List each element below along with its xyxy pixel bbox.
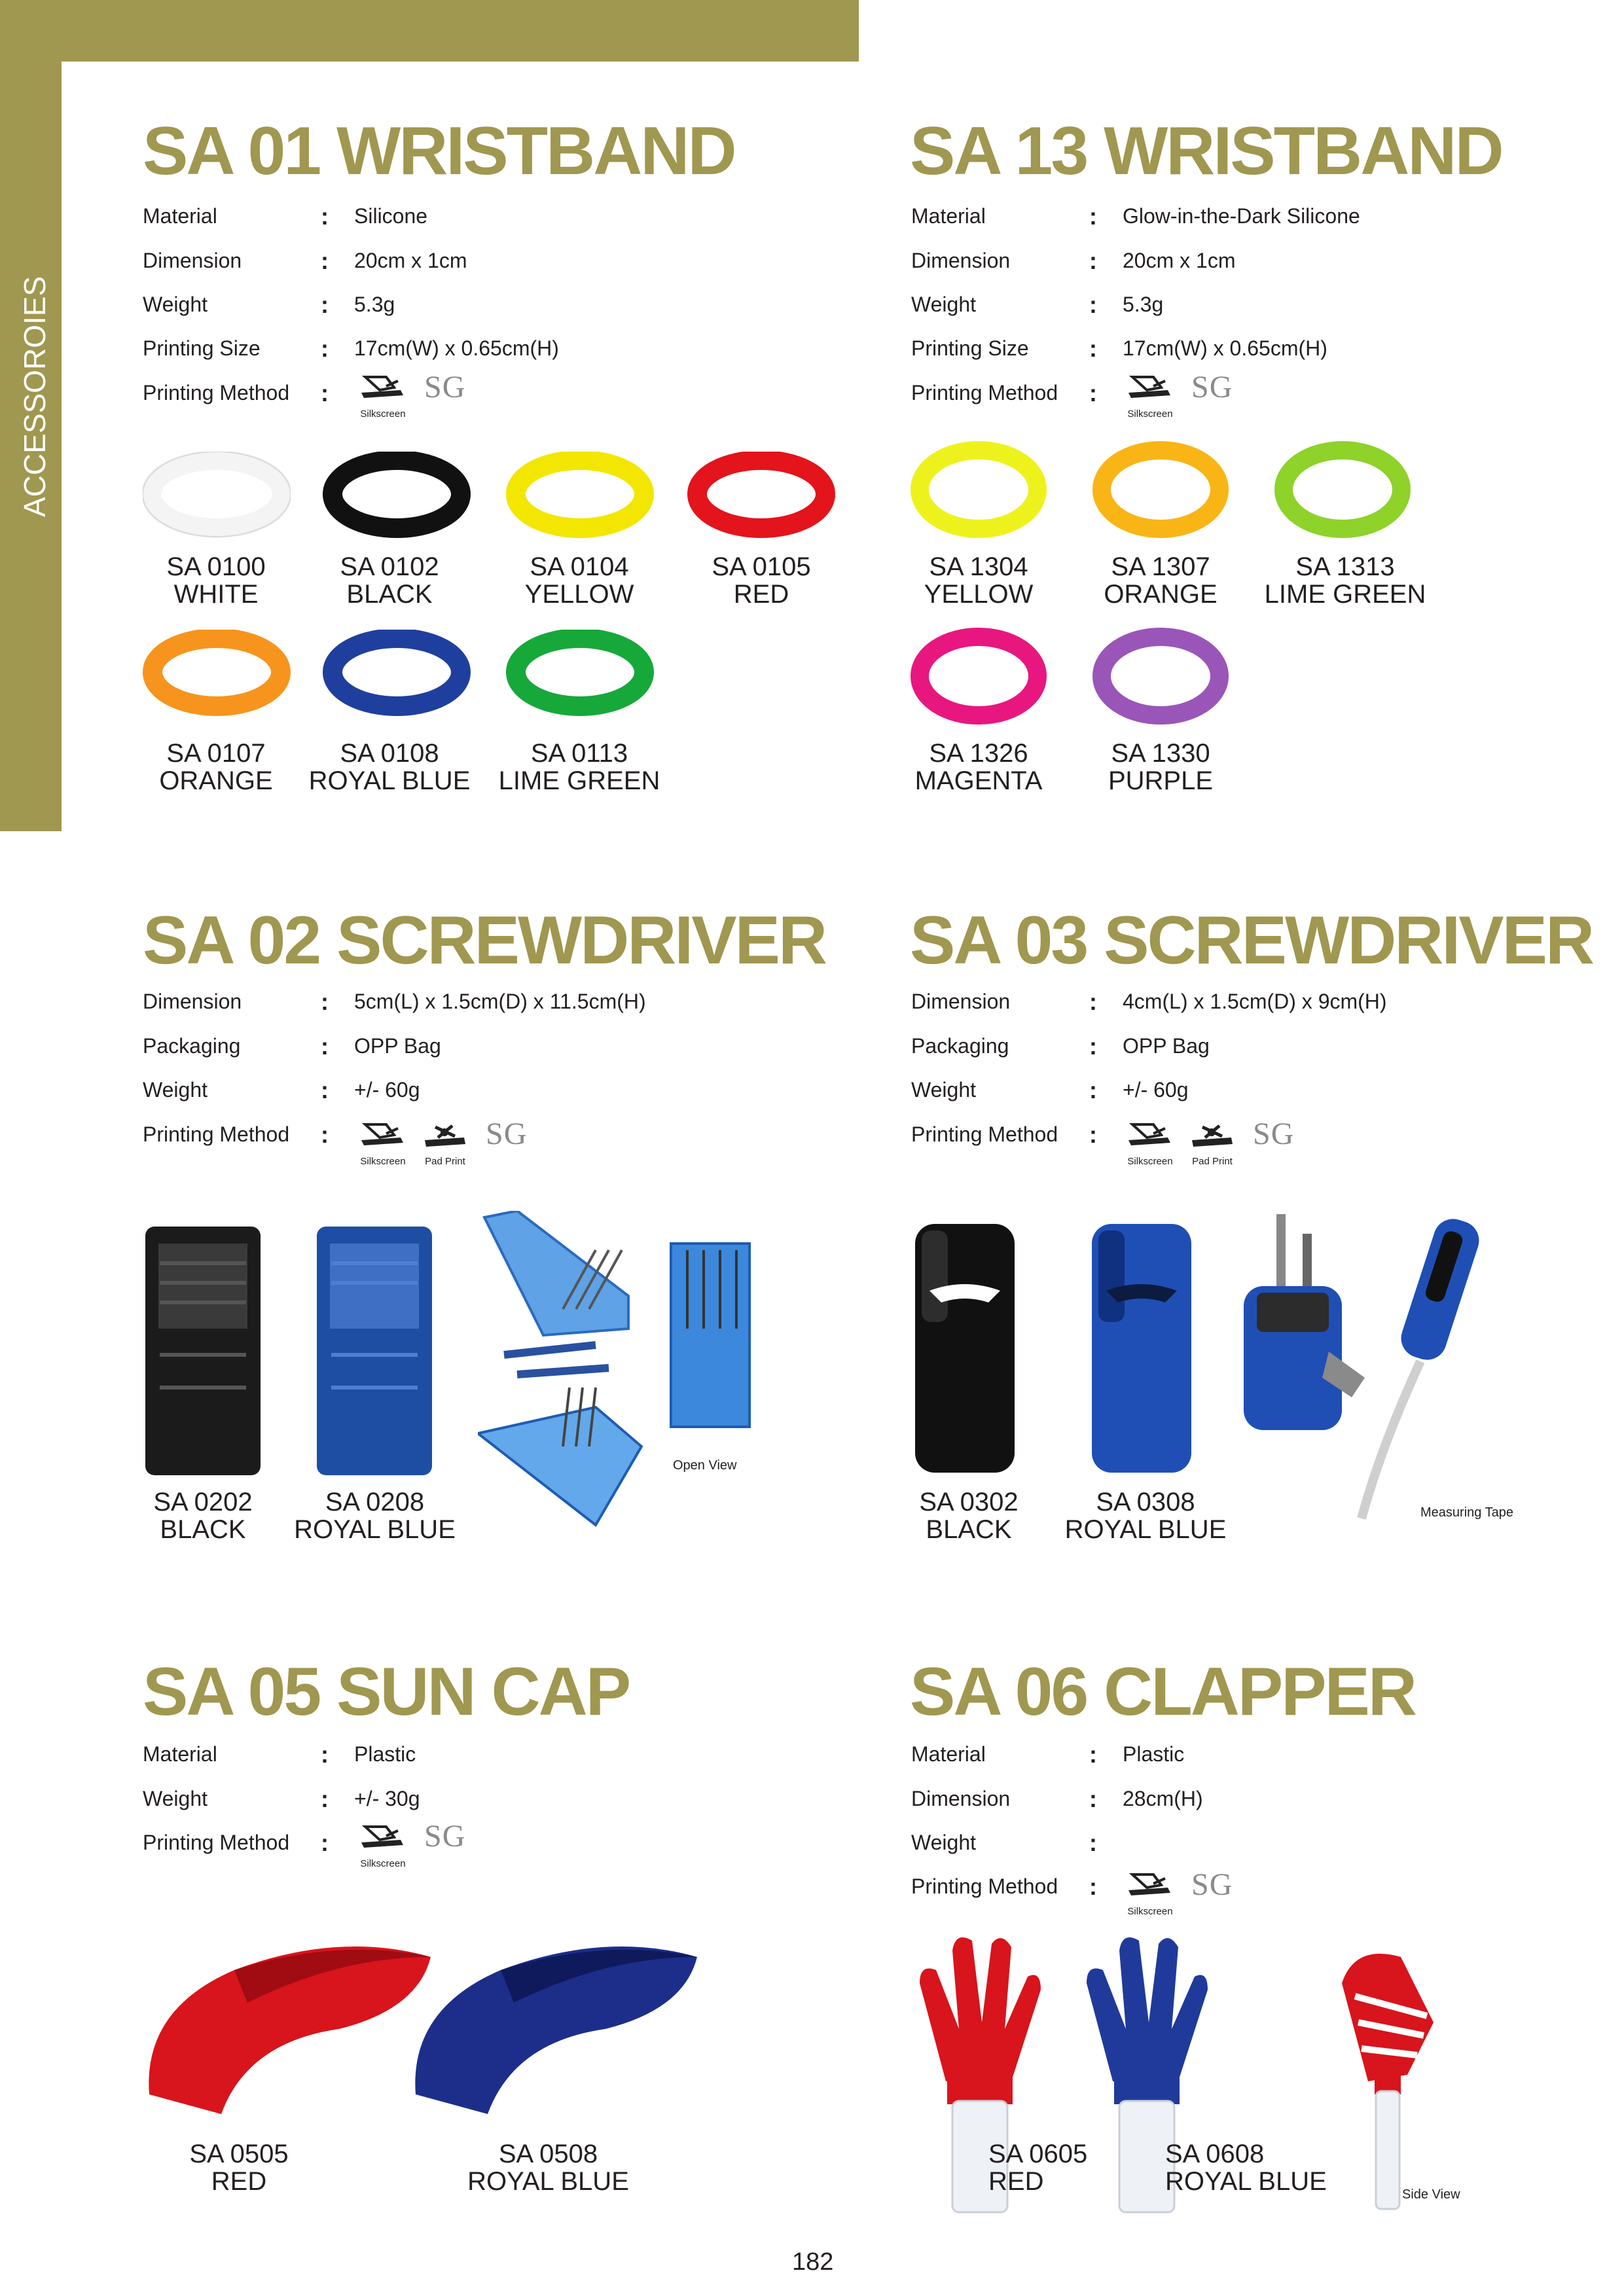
wristband-glow-yellow <box>910 439 1047 543</box>
pad-print-icon <box>1189 1121 1235 1149</box>
spec-label: Dimension <box>911 990 1011 1013</box>
sun-cap-blue <box>409 1931 704 2121</box>
silkscreen-icon <box>1127 1121 1173 1149</box>
product-code <box>458 2140 638 2195</box>
spec-label: Weight <box>143 1078 208 1102</box>
item-color: ROYAL BLUE <box>308 766 471 795</box>
screwdriver-open-views <box>478 1211 759 1532</box>
item-code: SA 1304 <box>929 552 1028 581</box>
screwdriver-case-black <box>143 1224 264 1479</box>
item-code: SA 0100 <box>166 552 266 581</box>
spec-label: Packaging <box>143 1034 241 1058</box>
spec-label: Weight <box>143 293 208 316</box>
item-code: SA 0605 <box>988 2140 1088 2168</box>
spec-value: 5cm(L) x 1.5cm(D) x 11.5cm(H) <box>354 990 646 1013</box>
wristband-yellow <box>506 452 654 550</box>
silkscreen-icon <box>360 373 406 402</box>
method-caption: Silkscreen <box>360 1156 406 1167</box>
pad-print-icon <box>422 1121 468 1149</box>
sidebar-label: ACCESSOROIES <box>18 276 52 517</box>
item-color: RED <box>988 2167 1044 2196</box>
item-color: BLACK <box>160 1515 246 1544</box>
section-title-sa01: SA 01 WRISTBAND <box>143 113 735 189</box>
spec-label: Printing Method <box>911 1874 1058 1898</box>
wristband-glow-purple <box>1092 625 1229 730</box>
wristband-glow-orange <box>1092 439 1229 543</box>
product-code <box>131 1488 275 1543</box>
product-code <box>910 553 1047 608</box>
item-code: SA 0608 <box>1165 2140 1265 2168</box>
spec-value: +/- 60g <box>1123 1078 1189 1102</box>
item-color: LIME GREEN <box>498 766 660 795</box>
sidebar-label-box <box>14 276 52 517</box>
spec-value: 4cm(L) x 1.5cm(D) x 9cm(H) <box>1123 990 1387 1013</box>
spec-colon: : <box>1089 291 1097 318</box>
measuring-tape <box>1355 1217 1512 1525</box>
section-title-sa05: SA 05 SUN CAP <box>143 1654 630 1730</box>
spec-label: Printing Method <box>143 1831 290 1854</box>
item-code: SA 0508 <box>498 2140 598 2168</box>
product-code <box>514 553 645 608</box>
spec-label: Printing Method <box>911 1122 1058 1146</box>
method-caption: Silkscreen <box>360 408 406 420</box>
product-code <box>1165 2140 1348 2195</box>
spec-colon: : <box>321 247 329 274</box>
spec-label: Dimension <box>143 249 242 272</box>
spec-label: Dimension <box>911 249 1011 272</box>
spec-colon: : <box>1089 203 1097 230</box>
spec-colon: : <box>321 335 329 362</box>
spec-label: Material <box>143 204 217 228</box>
product-code <box>903 1488 1034 1543</box>
method-caption: Pad Print <box>1192 1156 1233 1167</box>
spec-colon: : <box>321 1077 329 1103</box>
spec-colon: : <box>321 203 329 230</box>
spec-label: Printing Method <box>911 381 1058 404</box>
item-code: SA 0104 <box>530 552 629 581</box>
sg-mark: SG <box>1191 1867 1233 1902</box>
spec-colon: : <box>1089 380 1097 406</box>
spec-value: 5.3g <box>354 293 395 316</box>
item-code: SA 1326 <box>929 739 1028 768</box>
spec-colon: : <box>1089 247 1097 274</box>
product-code <box>494 740 664 795</box>
spec-colon: : <box>321 380 329 406</box>
screwdriver-blue <box>1087 1217 1198 1479</box>
top-color-bar <box>0 0 859 62</box>
item-color: RED <box>211 2167 267 2196</box>
item-code: SA 0105 <box>712 552 811 581</box>
spec-value: +/- 30g <box>354 1787 420 1810</box>
note-text: Measuring Tape <box>1420 1505 1513 1520</box>
sg-mark: SG <box>1191 370 1233 404</box>
product-code <box>304 740 475 795</box>
spec-label: Packaging <box>911 1034 1009 1058</box>
spec-value: Glow-in-the-Dark Silicone <box>1123 204 1360 228</box>
note-text: Open View <box>673 1458 737 1473</box>
product-code <box>1092 740 1229 795</box>
spec-colon: : <box>321 1121 329 1148</box>
product-code <box>1250 553 1440 608</box>
item-color: ORANGE <box>159 766 273 795</box>
item-color: RED <box>733 580 789 609</box>
item-code: SA 0505 <box>189 2140 289 2168</box>
spec-colon: : <box>1089 988 1097 1015</box>
item-color: WHITE <box>173 580 259 609</box>
method-caption: Silkscreen <box>1127 408 1173 420</box>
spec-label: Weight <box>911 1078 977 1102</box>
sg-mark: SG <box>424 1819 466 1854</box>
item-color: BLACK <box>926 1515 1012 1544</box>
item-color: PURPLE <box>1108 766 1214 795</box>
silkscreen-icon <box>1127 373 1173 402</box>
wristband-orange <box>143 630 291 728</box>
spec-colon: : <box>1089 1873 1097 1900</box>
page-number: 182 <box>792 2248 834 2276</box>
product-code <box>1092 553 1229 608</box>
product-code <box>151 740 281 795</box>
spec-value: 20cm x 1cm <box>354 249 467 272</box>
item-code: SA 0102 <box>340 552 439 581</box>
spec-label: Printing Size <box>143 336 261 360</box>
product-code <box>324 553 455 608</box>
wristband-red <box>687 452 835 550</box>
product-code <box>288 1488 461 1543</box>
method-caption: Pad Print <box>425 1156 465 1167</box>
item-color: BLACK <box>346 580 433 609</box>
product-code <box>696 553 827 608</box>
spec-value: 17cm(W) x 0.65cm(H) <box>354 336 559 360</box>
spec-colon: : <box>321 1829 329 1856</box>
item-code: SA 0108 <box>340 739 439 768</box>
item-code: SA 0202 <box>153 1488 253 1516</box>
item-code: SA 0208 <box>325 1488 425 1516</box>
item-color: YELLOW <box>524 580 634 609</box>
product-code <box>164 2140 314 2195</box>
spec-colon: : <box>1089 1829 1097 1856</box>
spec-colon: : <box>1089 1785 1097 1812</box>
item-color: MAGENTA <box>914 766 1043 795</box>
sg-mark: SG <box>424 370 466 404</box>
item-color: ROYAL BLUE <box>467 2167 629 2196</box>
spec-label: Dimension <box>143 990 242 1013</box>
note-text: Side View <box>1402 2187 1460 2202</box>
product-code <box>903 740 1054 795</box>
spec-value: +/- 60g <box>354 1078 420 1102</box>
screwdriver-case-blue <box>314 1224 435 1479</box>
item-color: LIME GREEN <box>1264 580 1426 609</box>
spec-label: Material <box>911 1742 986 1766</box>
wristband-lime-green <box>506 630 654 728</box>
spec-colon: : <box>1089 335 1097 362</box>
section-title-sa03: SA 03 SCREWDRIVER <box>910 903 1593 978</box>
wristband-glow-lime-green <box>1274 439 1411 543</box>
spec-label: Printing Method <box>143 1122 290 1146</box>
spec-value: OPP Bag <box>1123 1034 1210 1058</box>
spec-label: Material <box>911 204 986 228</box>
item-color: ORANGE <box>1104 580 1218 609</box>
screwdriver-black <box>910 1217 1021 1479</box>
spec-colon: : <box>321 1741 329 1768</box>
section-title-sa06: SA 06 CLAPPER <box>910 1654 1416 1730</box>
wristband-black <box>323 452 471 550</box>
item-code: SA 0107 <box>166 739 266 768</box>
spec-label: Weight <box>143 1787 208 1810</box>
item-code: SA 0302 <box>919 1488 1019 1516</box>
spec-colon: : <box>321 1785 329 1812</box>
spec-colon: : <box>1089 1741 1097 1768</box>
spec-label: Dimension <box>911 1787 1011 1810</box>
sun-cap-red <box>143 1931 437 2121</box>
spec-colon: : <box>1089 1077 1097 1103</box>
wristband-royal-blue <box>323 630 471 728</box>
sg-mark: SG <box>1253 1117 1295 1151</box>
product-code <box>988 2140 1106 2195</box>
item-color: ROYAL BLUE <box>294 1515 456 1544</box>
method-caption: Silkscreen <box>1127 1906 1173 1917</box>
method-caption: Silkscreen <box>360 1858 406 1869</box>
spec-value: Plastic <box>1123 1742 1185 1766</box>
spec-colon: : <box>1089 1121 1097 1148</box>
spec-value: 28cm(H) <box>1123 1787 1203 1810</box>
wristband-glow-magenta <box>910 625 1047 730</box>
item-code: SA 1330 <box>1111 739 1210 768</box>
spec-value: Plastic <box>354 1742 416 1766</box>
spec-label: Printing Size <box>911 336 1029 360</box>
product-code <box>151 553 281 608</box>
spec-label: Printing Method <box>143 381 290 404</box>
screwdriver-open-bits <box>1231 1214 1375 1443</box>
spec-value: 17cm(W) x 0.65cm(H) <box>1123 336 1327 360</box>
spec-value: Silicone <box>354 204 428 228</box>
item-code: SA 0113 <box>530 739 628 768</box>
spec-colon: : <box>1089 1033 1097 1060</box>
spec-value: OPP Bag <box>354 1034 441 1058</box>
wristband-white <box>143 452 291 550</box>
spec-colon: : <box>321 988 329 1015</box>
spec-value: 5.3g <box>1123 293 1164 316</box>
item-color: ROYAL BLUE <box>1064 1515 1227 1544</box>
silkscreen-icon <box>1127 1871 1173 1899</box>
spec-value: 20cm x 1cm <box>1123 249 1236 272</box>
spec-label: Weight <box>911 293 977 316</box>
item-code: SA 0308 <box>1096 1488 1195 1516</box>
spec-colon: : <box>321 291 329 318</box>
spec-colon: : <box>321 1033 329 1060</box>
item-code: SA 1313 <box>1295 552 1395 581</box>
sg-mark: SG <box>486 1117 528 1151</box>
silkscreen-icon <box>360 1121 406 1149</box>
spec-label: Weight <box>911 1831 977 1854</box>
silkscreen-icon <box>360 1823 406 1852</box>
item-code: SA 1307 <box>1111 552 1210 581</box>
section-title-sa02: SA 02 SCREWDRIVER <box>143 903 826 978</box>
product-code <box>1057 1488 1234 1543</box>
method-caption: Silkscreen <box>1127 1156 1173 1167</box>
item-color: ROYAL BLUE <box>1165 2167 1327 2196</box>
section-title-sa13: SA 13 WRISTBAND <box>910 113 1502 189</box>
spec-label: Material <box>143 1742 217 1766</box>
item-color: YELLOW <box>924 580 1034 609</box>
